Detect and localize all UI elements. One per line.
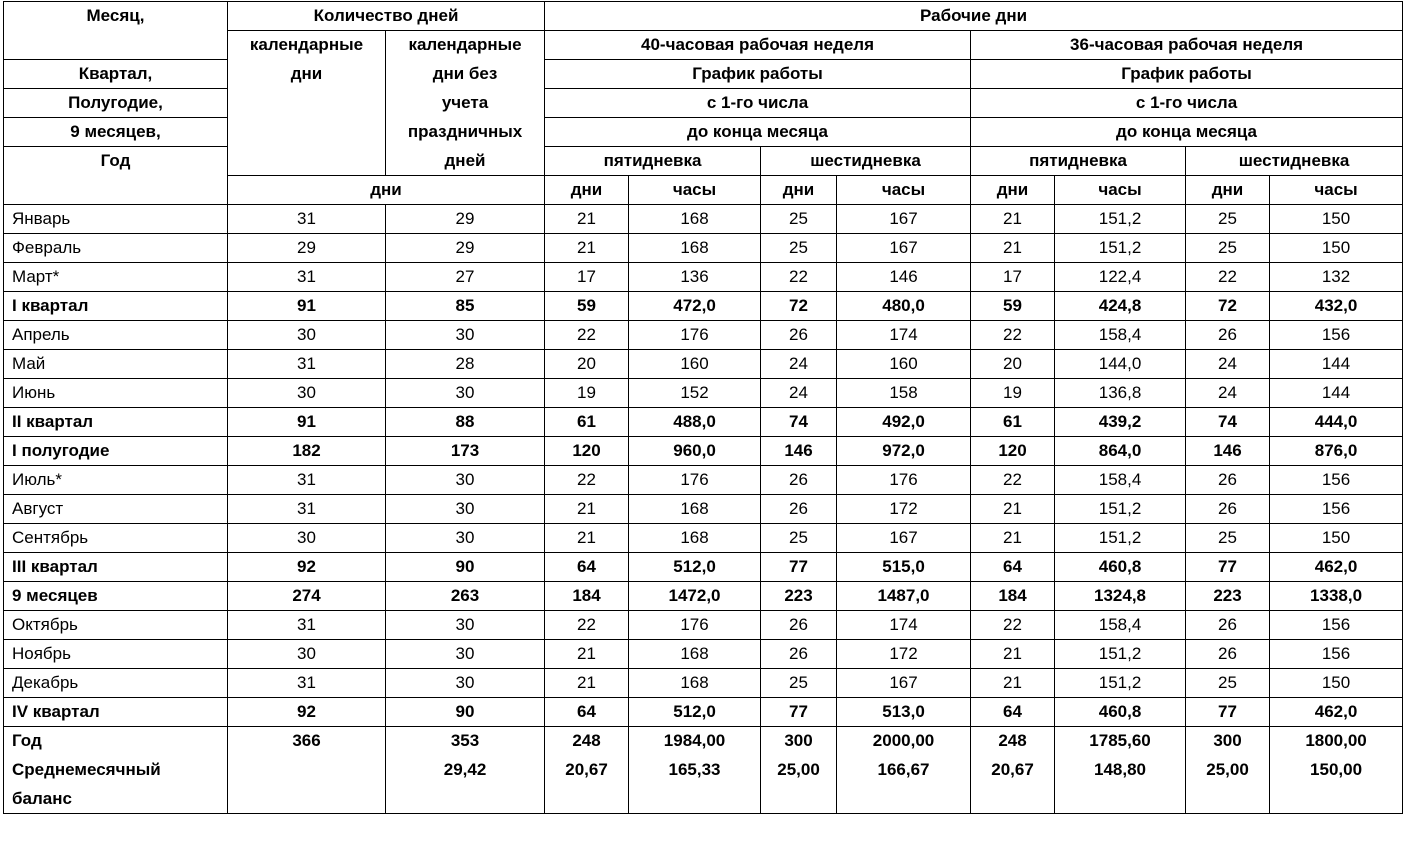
table-cell: 176 (629, 321, 761, 350)
table-cell: 31 (228, 611, 386, 640)
table-cell: 472,0 (629, 292, 761, 321)
header-hours-40-5: часы (629, 176, 761, 205)
table-cell: 160 (837, 350, 971, 379)
average-cell: 25,00 (761, 755, 837, 814)
table-cell: 158,4 (1055, 611, 1186, 640)
table-cell: 223 (1186, 582, 1270, 611)
table-row (4, 321, 1403, 350)
header-days-40-6: дни (761, 176, 837, 205)
header-six-day-36: шестидневка (1186, 147, 1403, 176)
table-cell: 77 (761, 553, 837, 582)
table-cell: 74 (1186, 408, 1270, 437)
table-cell: 25 (1186, 669, 1270, 698)
header-row-7 (4, 176, 1403, 205)
table-cell: 28 (386, 350, 545, 379)
header-six-day-40: шестидневка (761, 147, 971, 176)
table-cell: 156 (1270, 466, 1403, 495)
table-cell: 24 (761, 350, 837, 379)
table-cell: 144,0 (1055, 350, 1186, 379)
total-cell: 248 (545, 727, 629, 756)
table-cell: 26 (1186, 640, 1270, 669)
header-calendar-blank-3 (228, 147, 386, 176)
header-schedule-40: График работы (545, 60, 971, 89)
table-cell: 151,2 (1055, 524, 1186, 553)
table-cell: 30 (386, 379, 545, 408)
table-cell: 59 (545, 292, 629, 321)
table-cell: 30 (386, 640, 545, 669)
working-days-table (3, 1, 1403, 814)
table-cell: 27 (386, 263, 545, 292)
average-cell (228, 755, 386, 814)
table-cell: 85 (386, 292, 545, 321)
table-cell: 168 (629, 205, 761, 234)
header-days-40-5: дни (545, 176, 629, 205)
table-cell: 19 (545, 379, 629, 408)
row-label: Июнь (4, 379, 228, 408)
table-cell: 30 (386, 495, 545, 524)
header-calendar-nh-3: учета (386, 89, 545, 118)
table-cell: 462,0 (1270, 553, 1403, 582)
table-cell: 22 (545, 466, 629, 495)
total-row (4, 727, 1403, 756)
row-label: IV квартал (4, 698, 228, 727)
table-cell: 176 (629, 466, 761, 495)
average-label-line-1: Среднемесячный (12, 760, 161, 779)
table-cell: 492,0 (837, 408, 971, 437)
table-cell: 146 (1186, 437, 1270, 466)
table-cell: 184 (971, 582, 1055, 611)
table-row (4, 234, 1403, 263)
table-row (4, 698, 1403, 727)
header-calendar-nh-2: дни без (386, 60, 545, 89)
header-from-first-40: с 1-го числа (545, 89, 971, 118)
total-cell: 2000,00 (837, 727, 971, 756)
header-to-end-36: до конца месяца (971, 118, 1403, 147)
table-cell: 31 (228, 205, 386, 234)
table-row (4, 408, 1403, 437)
table-cell: 156 (1270, 611, 1403, 640)
table-cell: 30 (386, 669, 545, 698)
table-row (4, 205, 1403, 234)
table-cell: 132 (1270, 263, 1403, 292)
table-cell: 122,4 (1055, 263, 1186, 292)
table-cell: 168 (629, 669, 761, 698)
table-cell: 64 (545, 698, 629, 727)
header-working-days: Рабочие дни (545, 2, 1403, 31)
table-cell: 30 (386, 321, 545, 350)
table-cell: 168 (629, 234, 761, 263)
table-cell: 25 (1186, 234, 1270, 263)
header-calendar-nh-4: праздничных (386, 118, 545, 147)
table-cell: 156 (1270, 640, 1403, 669)
table-cell: 513,0 (837, 698, 971, 727)
table-cell: 64 (971, 553, 1055, 582)
table-cell: 146 (837, 263, 971, 292)
table-cell: 31 (228, 350, 386, 379)
table-cell: 1324,8 (1055, 582, 1186, 611)
row-label: Март* (4, 263, 228, 292)
row-label: Декабрь (4, 669, 228, 698)
header-row-1 (4, 2, 1403, 31)
table-cell: 444,0 (1270, 408, 1403, 437)
table-cell: 72 (1186, 292, 1270, 321)
row-label: Ноябрь (4, 640, 228, 669)
table-cell: 25 (761, 205, 837, 234)
table-cell: 31 (228, 495, 386, 524)
header-week36: 36-часовая рабочая неделя (971, 31, 1403, 60)
table-row (4, 524, 1403, 553)
total-label: Год (4, 727, 228, 756)
row-label: Февраль (4, 234, 228, 263)
header-month: Месяц, (4, 2, 228, 31)
table-cell: 167 (837, 205, 971, 234)
table-row (4, 350, 1403, 379)
table-cell: 167 (837, 524, 971, 553)
table-cell: 136 (629, 263, 761, 292)
table-cell: 30 (386, 466, 545, 495)
table-cell: 21 (545, 640, 629, 669)
table-cell: 176 (837, 466, 971, 495)
average-label-line-2: баланс (12, 789, 72, 808)
table-row (4, 495, 1403, 524)
header-from-first-36: с 1-го числа (971, 89, 1403, 118)
table-cell: 172 (837, 495, 971, 524)
header-five-day-40: пятидневка (545, 147, 761, 176)
table-cell: 150 (1270, 524, 1403, 553)
header-calendar-blank-2 (228, 118, 386, 147)
table-row (4, 640, 1403, 669)
table-cell: 30 (228, 524, 386, 553)
table-cell: 184 (545, 582, 629, 611)
table-cell: 960,0 (629, 437, 761, 466)
table-cell: 91 (228, 292, 386, 321)
average-cell: 20,67 (971, 755, 1055, 814)
table-cell: 26 (1186, 495, 1270, 524)
table-cell: 146 (761, 437, 837, 466)
table-cell: 31 (228, 263, 386, 292)
table-cell: 144 (1270, 379, 1403, 408)
table-cell: 150 (1270, 234, 1403, 263)
table-cell: 92 (228, 553, 386, 582)
table-cell: 156 (1270, 321, 1403, 350)
table-cell: 26 (1186, 466, 1270, 495)
total-cell: 248 (971, 727, 1055, 756)
header-week40: 40-часовая рабочая неделя (545, 31, 971, 60)
table-cell: 512,0 (629, 553, 761, 582)
header-row-2 (4, 31, 1403, 60)
table-cell: 21 (545, 234, 629, 263)
header-col1-blank (4, 31, 228, 60)
table-cell: 22 (971, 611, 1055, 640)
table-cell: 460,8 (1055, 698, 1186, 727)
table-cell: 26 (761, 640, 837, 669)
table-cell: 156 (1270, 495, 1403, 524)
table-cell: 17 (971, 263, 1055, 292)
row-label: Июль* (4, 466, 228, 495)
table-body (4, 2, 1403, 814)
total-cell: 1800,00 (1270, 727, 1403, 756)
table-cell: 24 (1186, 379, 1270, 408)
table-cell: 120 (971, 437, 1055, 466)
header-to-end-40: до конца месяца (545, 118, 971, 147)
table-cell: 864,0 (1055, 437, 1186, 466)
table-cell: 151,2 (1055, 495, 1186, 524)
table-cell: 168 (629, 524, 761, 553)
table-cell: 263 (386, 582, 545, 611)
row-label: I квартал (4, 292, 228, 321)
header-quarter: Квартал, (4, 60, 228, 89)
row-label: Август (4, 495, 228, 524)
table-cell: 25 (1186, 524, 1270, 553)
table-cell: 77 (1186, 698, 1270, 727)
table-cell: 72 (761, 292, 837, 321)
table-cell: 64 (971, 698, 1055, 727)
average-cell: 25,00 (1186, 755, 1270, 814)
table-cell: 176 (629, 611, 761, 640)
row-label: III квартал (4, 553, 228, 582)
row-label: Май (4, 350, 228, 379)
table-cell: 26 (761, 611, 837, 640)
total-cell: 300 (761, 727, 837, 756)
table-cell: 158,4 (1055, 466, 1186, 495)
table-cell: 74 (761, 408, 837, 437)
table-cell: 30 (228, 321, 386, 350)
table-cell: 21 (971, 234, 1055, 263)
header-calendar-nh-5: дней (386, 147, 545, 176)
table-cell: 144 (1270, 350, 1403, 379)
table-cell: 26 (1186, 321, 1270, 350)
table-cell: 22 (545, 321, 629, 350)
table-cell: 21 (545, 524, 629, 553)
table-cell: 21 (545, 495, 629, 524)
table-row (4, 611, 1403, 640)
table-cell: 1487,0 (837, 582, 971, 611)
table-cell: 432,0 (1270, 292, 1403, 321)
table-cell: 29 (386, 205, 545, 234)
table-cell: 462,0 (1270, 698, 1403, 727)
table-row (4, 437, 1403, 466)
table-cell: 150 (1270, 669, 1403, 698)
table-cell: 90 (386, 698, 545, 727)
header-row-3 (4, 60, 1403, 89)
table-cell: 182 (228, 437, 386, 466)
table-cell: 19 (971, 379, 1055, 408)
table-cell: 158,4 (1055, 321, 1186, 350)
table-cell: 158 (837, 379, 971, 408)
table-cell: 61 (545, 408, 629, 437)
total-cell: 1984,00 (629, 727, 761, 756)
table-cell: 172 (837, 640, 971, 669)
table-cell: 167 (837, 234, 971, 263)
table-cell: 515,0 (837, 553, 971, 582)
table-row (4, 553, 1403, 582)
header-days-36-6: дни (1186, 176, 1270, 205)
table-cell: 151,2 (1055, 234, 1186, 263)
average-row (4, 755, 1403, 814)
table-cell: 160 (629, 350, 761, 379)
table-cell: 31 (228, 466, 386, 495)
header-row-5 (4, 118, 1403, 147)
header-calendar-1: календарные (228, 31, 386, 60)
table-cell: 174 (837, 611, 971, 640)
table-cell: 150 (1270, 205, 1403, 234)
table-cell: 21 (971, 495, 1055, 524)
table-row (4, 292, 1403, 321)
table-cell: 30 (386, 524, 545, 553)
header-calendar-nh-1: календарные (386, 31, 545, 60)
table-cell: 59 (971, 292, 1055, 321)
average-cell: 20,67 (545, 755, 629, 814)
row-label: 9 месяцев (4, 582, 228, 611)
table-cell: 30 (228, 640, 386, 669)
header-hours-36-5: часы (1055, 176, 1186, 205)
average-cell: 150,00 (1270, 755, 1403, 814)
table-cell: 274 (228, 582, 386, 611)
table-row (4, 263, 1403, 292)
table-cell: 77 (1186, 553, 1270, 582)
table-cell: 17 (545, 263, 629, 292)
table-cell: 64 (545, 553, 629, 582)
header-calendar-blank-1 (228, 89, 386, 118)
table-cell: 29 (228, 234, 386, 263)
table-row (4, 582, 1403, 611)
average-cell: 165,33 (629, 755, 761, 814)
table-cell: 460,8 (1055, 553, 1186, 582)
table-cell: 92 (228, 698, 386, 727)
table-cell: 151,2 (1055, 640, 1186, 669)
table-cell: 22 (761, 263, 837, 292)
table-cell: 876,0 (1270, 437, 1403, 466)
average-cell: 166,67 (837, 755, 971, 814)
table-cell: 22 (971, 466, 1055, 495)
table-cell: 21 (971, 524, 1055, 553)
table-cell: 20 (545, 350, 629, 379)
table-cell: 26 (761, 466, 837, 495)
table-cell: 152 (629, 379, 761, 408)
header-days-36-5: дни (971, 176, 1055, 205)
table-cell: 1338,0 (1270, 582, 1403, 611)
table-cell: 174 (837, 321, 971, 350)
table-cell: 21 (545, 205, 629, 234)
header-days-count: Количество дней (228, 2, 545, 31)
table-cell: 21 (971, 205, 1055, 234)
table-cell: 22 (971, 321, 1055, 350)
table-row (4, 466, 1403, 495)
table-cell: 488,0 (629, 408, 761, 437)
table-cell: 1472,0 (629, 582, 761, 611)
table-cell: 21 (971, 640, 1055, 669)
table-cell: 223 (761, 582, 837, 611)
header-row-4 (4, 89, 1403, 118)
header-calendar-2: дни (228, 60, 386, 89)
header-days-unit: дни (228, 176, 545, 205)
row-label: I полугодие (4, 437, 228, 466)
header-col1-blank-2 (4, 176, 228, 205)
header-year: Год (4, 147, 228, 176)
table-cell: 26 (761, 321, 837, 350)
table-cell: 25 (761, 234, 837, 263)
row-label: Апрель (4, 321, 228, 350)
table-cell: 61 (971, 408, 1055, 437)
table-cell: 173 (386, 437, 545, 466)
table-cell: 26 (761, 495, 837, 524)
table-cell: 24 (761, 379, 837, 408)
row-label: Январь (4, 205, 228, 234)
table-cell: 136,8 (1055, 379, 1186, 408)
table-cell: 151,2 (1055, 205, 1186, 234)
table-cell: 21 (545, 669, 629, 698)
table-cell: 168 (629, 640, 761, 669)
table-cell: 22 (545, 611, 629, 640)
table-cell: 29 (386, 234, 545, 263)
table-cell: 30 (228, 379, 386, 408)
table-cell: 77 (761, 698, 837, 727)
row-label: II квартал (4, 408, 228, 437)
table-cell: 151,2 (1055, 669, 1186, 698)
row-label: Октябрь (4, 611, 228, 640)
average-cell: 29,42 (386, 755, 545, 814)
table-cell: 24 (1186, 350, 1270, 379)
table-cell: 512,0 (629, 698, 761, 727)
table-cell: 20 (971, 350, 1055, 379)
table-cell: 26 (1186, 611, 1270, 640)
header-five-day-36: пятидневка (971, 147, 1186, 176)
table-cell: 120 (545, 437, 629, 466)
header-row-6 (4, 147, 1403, 176)
table-cell: 424,8 (1055, 292, 1186, 321)
average-cell: 148,80 (1055, 755, 1186, 814)
table-cell: 439,2 (1055, 408, 1186, 437)
row-label: Сентябрь (4, 524, 228, 553)
total-cell: 300 (1186, 727, 1270, 756)
header-hours-36-6: часы (1270, 176, 1403, 205)
table-cell: 25 (761, 669, 837, 698)
table-row (4, 379, 1403, 408)
average-label (4, 755, 228, 814)
total-cell: 353 (386, 727, 545, 756)
table-row (4, 669, 1403, 698)
table-cell: 22 (1186, 263, 1270, 292)
table-cell: 25 (1186, 205, 1270, 234)
table-cell: 480,0 (837, 292, 971, 321)
table-cell: 30 (386, 611, 545, 640)
table-cell: 167 (837, 669, 971, 698)
table-cell: 972,0 (837, 437, 971, 466)
table-cell: 91 (228, 408, 386, 437)
total-cell: 1785,60 (1055, 727, 1186, 756)
header-hours-40-6: часы (837, 176, 971, 205)
table-cell: 25 (761, 524, 837, 553)
header-nine-months: 9 месяцев, (4, 118, 228, 147)
table-cell: 31 (228, 669, 386, 698)
header-half: Полугодие, (4, 89, 228, 118)
table-cell: 88 (386, 408, 545, 437)
table-cell: 168 (629, 495, 761, 524)
total-cell: 366 (228, 727, 386, 756)
table-cell: 90 (386, 553, 545, 582)
table-cell: 21 (971, 669, 1055, 698)
header-schedule-36: График работы (971, 60, 1403, 89)
